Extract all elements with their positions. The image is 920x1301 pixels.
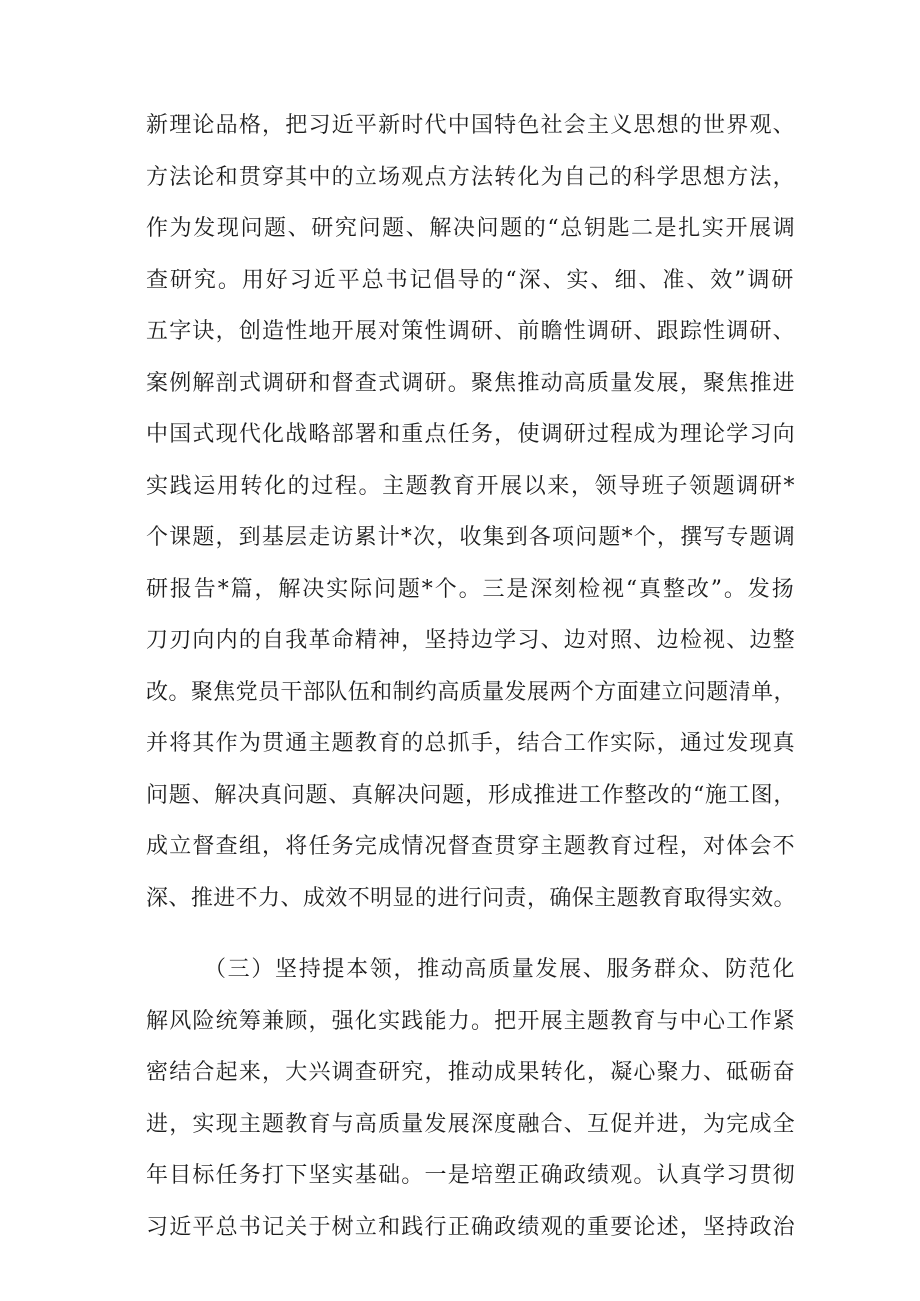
text-line-22: 习近平总书记关于树立和践行正确政绩观的重要论述，坚持政治 — [146, 1215, 796, 1240]
text-line-5: 五字诀，创造性地开展对策性调研、前瞻性调研、跟踪性调研、 — [146, 319, 796, 344]
text-line-14: 问题、解决真问题、真解决问题，形成推进工作整改的“施工图， — [146, 783, 797, 808]
section-heading-line: （三）坚持提本领，推动高质量发展、服务群众、防范化 — [204, 957, 797, 982]
text-line-7: 中国式现代化战略部署和重点任务，使调研过程成为理论学习向 — [146, 422, 796, 447]
text-line-15: 成立督查组，将任务完成情况督查贯穿主题教育过程，对体会不 — [146, 834, 796, 859]
text-line-21: 年目标任务打下坚实基础。一是培塑正确政绩观。认真学习贯彻 — [146, 1163, 796, 1188]
text-line-10: 研报告*篇，解决实际问题*个。三是深刻检视“真整改”。发扬 — [146, 577, 796, 602]
text-line-20: 进，实现主题教育与高质量发展深度融合、互促并进，为完成全 — [146, 1112, 796, 1137]
text-line-16: 深、推进不力、成效不明显的进行问责，确保主题教育取得实效。 — [146, 886, 796, 911]
text-line-1: 新理论品格，把习近平新时代中国特色社会主义思想的世界观、 — [146, 113, 796, 138]
text-line-4: 查研究。用好习近平总书记倡导的“深、实、细、准、效”调研 — [146, 268, 796, 293]
body-text-last — [146, 0, 796, 1301]
text-line-3: 作为发现问题、研究问题、解决问题的“总钥匙二是扎实开展调 — [146, 216, 797, 241]
text-line-2: 方法论和贯穿其中的立场观点方法转化为自己的科学思想方法， — [146, 165, 796, 190]
text-line-18: 解风险统筹兼顾，强化实践能力。把开展主题教育与中心工作紧 — [146, 1009, 796, 1034]
text-line-8: 实践运用转化的过程。主题教育开展以来，领导班子领题调研* — [146, 474, 797, 499]
text-line-19: 密结合起来，大兴调查研究，推动成果转化，凝心聚力、砥砺奋 — [146, 1060, 796, 1085]
text-line-13: 并将其作为贯通主题教育的总抓手，结合工作实际，通过发现真 — [146, 731, 796, 756]
text-line-9: 个课题，到基层走访累计*次，收集到各项问题*个，撰写专题调 — [146, 525, 796, 550]
text-line-11: 刀刃向内的自我革命精神，坚持边学习、边对照、边检视、边整 — [146, 628, 796, 653]
text-line-6: 案例解剖式调研和督查式调研。聚焦推动高质量发展，聚焦推进 — [146, 371, 796, 396]
text-line-12: 改。聚焦党员干部队伍和制约高质量发展两个方面建立问题清单， — [146, 680, 796, 705]
